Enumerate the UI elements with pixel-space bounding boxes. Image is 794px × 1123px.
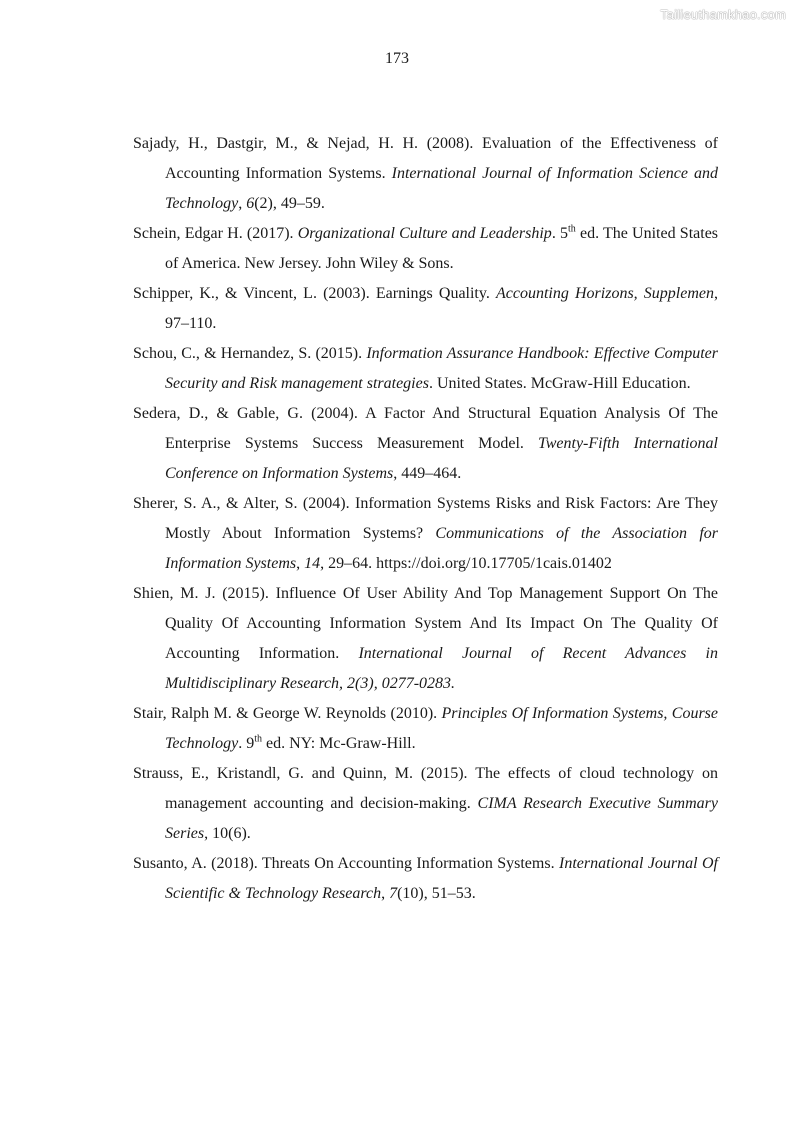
reference-text: . 9	[238, 735, 255, 752]
reference-list	[133, 129, 718, 909]
reference-text: ,	[296, 555, 305, 572]
reference-title: CIMA Research Executive Summary Series	[165, 795, 718, 842]
reference-entry	[133, 699, 718, 759]
reference-volume: 6	[246, 195, 255, 212]
reference-text: Shien, M. J. (2015). Influence Of User Ability And Top Management Support On The Quality Of Accounting Information System And Its Impact On The Quality Of Accounting Information.	[133, 585, 718, 662]
reference-text: Sherer, S. A., & Alter, S. (2004). Information Systems Risks and Risk Factors: Are They Mostly About Information Systems?	[133, 495, 718, 542]
reference-superscript: th	[254, 733, 262, 745]
reference-text: Susanto, A. (2018). Threats On Accounting Information Systems.	[133, 855, 559, 872]
reference-entry	[133, 219, 718, 279]
reference-text: . United States. McGraw-Hill Education.	[428, 375, 691, 392]
reference-entry	[133, 129, 718, 219]
reference-title: International Journal Of Scientific & Technology Research	[165, 855, 718, 902]
reference-title: Organizational Culture and Leadership	[297, 225, 552, 242]
reference-entry	[133, 759, 718, 849]
reference-text: ed. NY: Mc-Graw-Hill.	[261, 735, 416, 752]
reference-entry	[133, 849, 718, 909]
page-number: 173	[385, 50, 409, 67]
reference-title: International Journal of Information Science and Technology	[165, 165, 718, 212]
watermark: Tailieuthamkhao.com	[660, 7, 786, 22]
reference-text: , 29–64. https://doi.org/10.17705/1cais.01402	[320, 555, 612, 572]
reference-text: , 97–110.	[165, 285, 719, 332]
reference-text: . 5	[551, 225, 569, 242]
reference-entry	[133, 489, 718, 579]
reference-volume: 7	[389, 885, 398, 902]
reference-entry	[133, 279, 718, 339]
reference-superscript: th	[568, 223, 576, 235]
reference-volume: 14	[304, 555, 321, 572]
reference-text: Schou, C., & Hernandez, S. (2015).	[133, 345, 367, 362]
reference-text: Sajady, H., Dastgir, M., & Nejad, H. H. (2008). Evaluation of the Effectiveness of Accounting Information Systems.	[133, 135, 718, 182]
reference-title: Accounting Horizons, Supplemen	[495, 285, 715, 302]
reference-title: Information Assurance Handbook: Effective Computer Security and Risk management strategies	[165, 345, 718, 392]
reference-text: , 10(6).	[204, 825, 251, 842]
reference-text: (2), 49–59.	[254, 195, 325, 212]
reference-text: (10), 51–53.	[397, 885, 476, 902]
reference-text: ed. The United States of America. New Jersey. John Wiley & Sons.	[165, 225, 719, 272]
reference-title: International Journal of Recent Advances in Multidisciplinary Research, 2(3), 0277-0283.	[165, 645, 718, 692]
reference-entry	[133, 579, 718, 699]
reference-title: Communications of the Association for Information Systems	[165, 525, 718, 572]
reference-title: Principles Of Information Systems, Course Technology	[165, 705, 719, 752]
reference-text: Strauss, E., Kristandl, G. and Quinn, M. (2015). The effects of cloud technology on management accounting and decision-making.	[133, 765, 718, 812]
reference-text: ,	[238, 195, 247, 212]
reference-title: Twenty-Fifth International Conference on Information Systems	[165, 435, 719, 482]
reference-text: ,	[381, 885, 390, 902]
reference-text: Sedera, D., & Gable, G. (2004). A Factor And Structural Equation Analysis Of The Enterprise Systems Success Measurement Model.	[133, 405, 718, 452]
reference-text: Schein, Edgar H. (2017).	[133, 225, 298, 242]
reference-entry	[133, 339, 718, 399]
reference-text: Schipper, K., & Vincent, L. (2003). Earnings Quality.	[133, 285, 496, 302]
reference-text: Stair, Ralph M. & George W. Reynolds (2010).	[133, 705, 442, 722]
reference-text: , 449–464.	[393, 465, 462, 482]
reference-entry	[133, 399, 718, 489]
